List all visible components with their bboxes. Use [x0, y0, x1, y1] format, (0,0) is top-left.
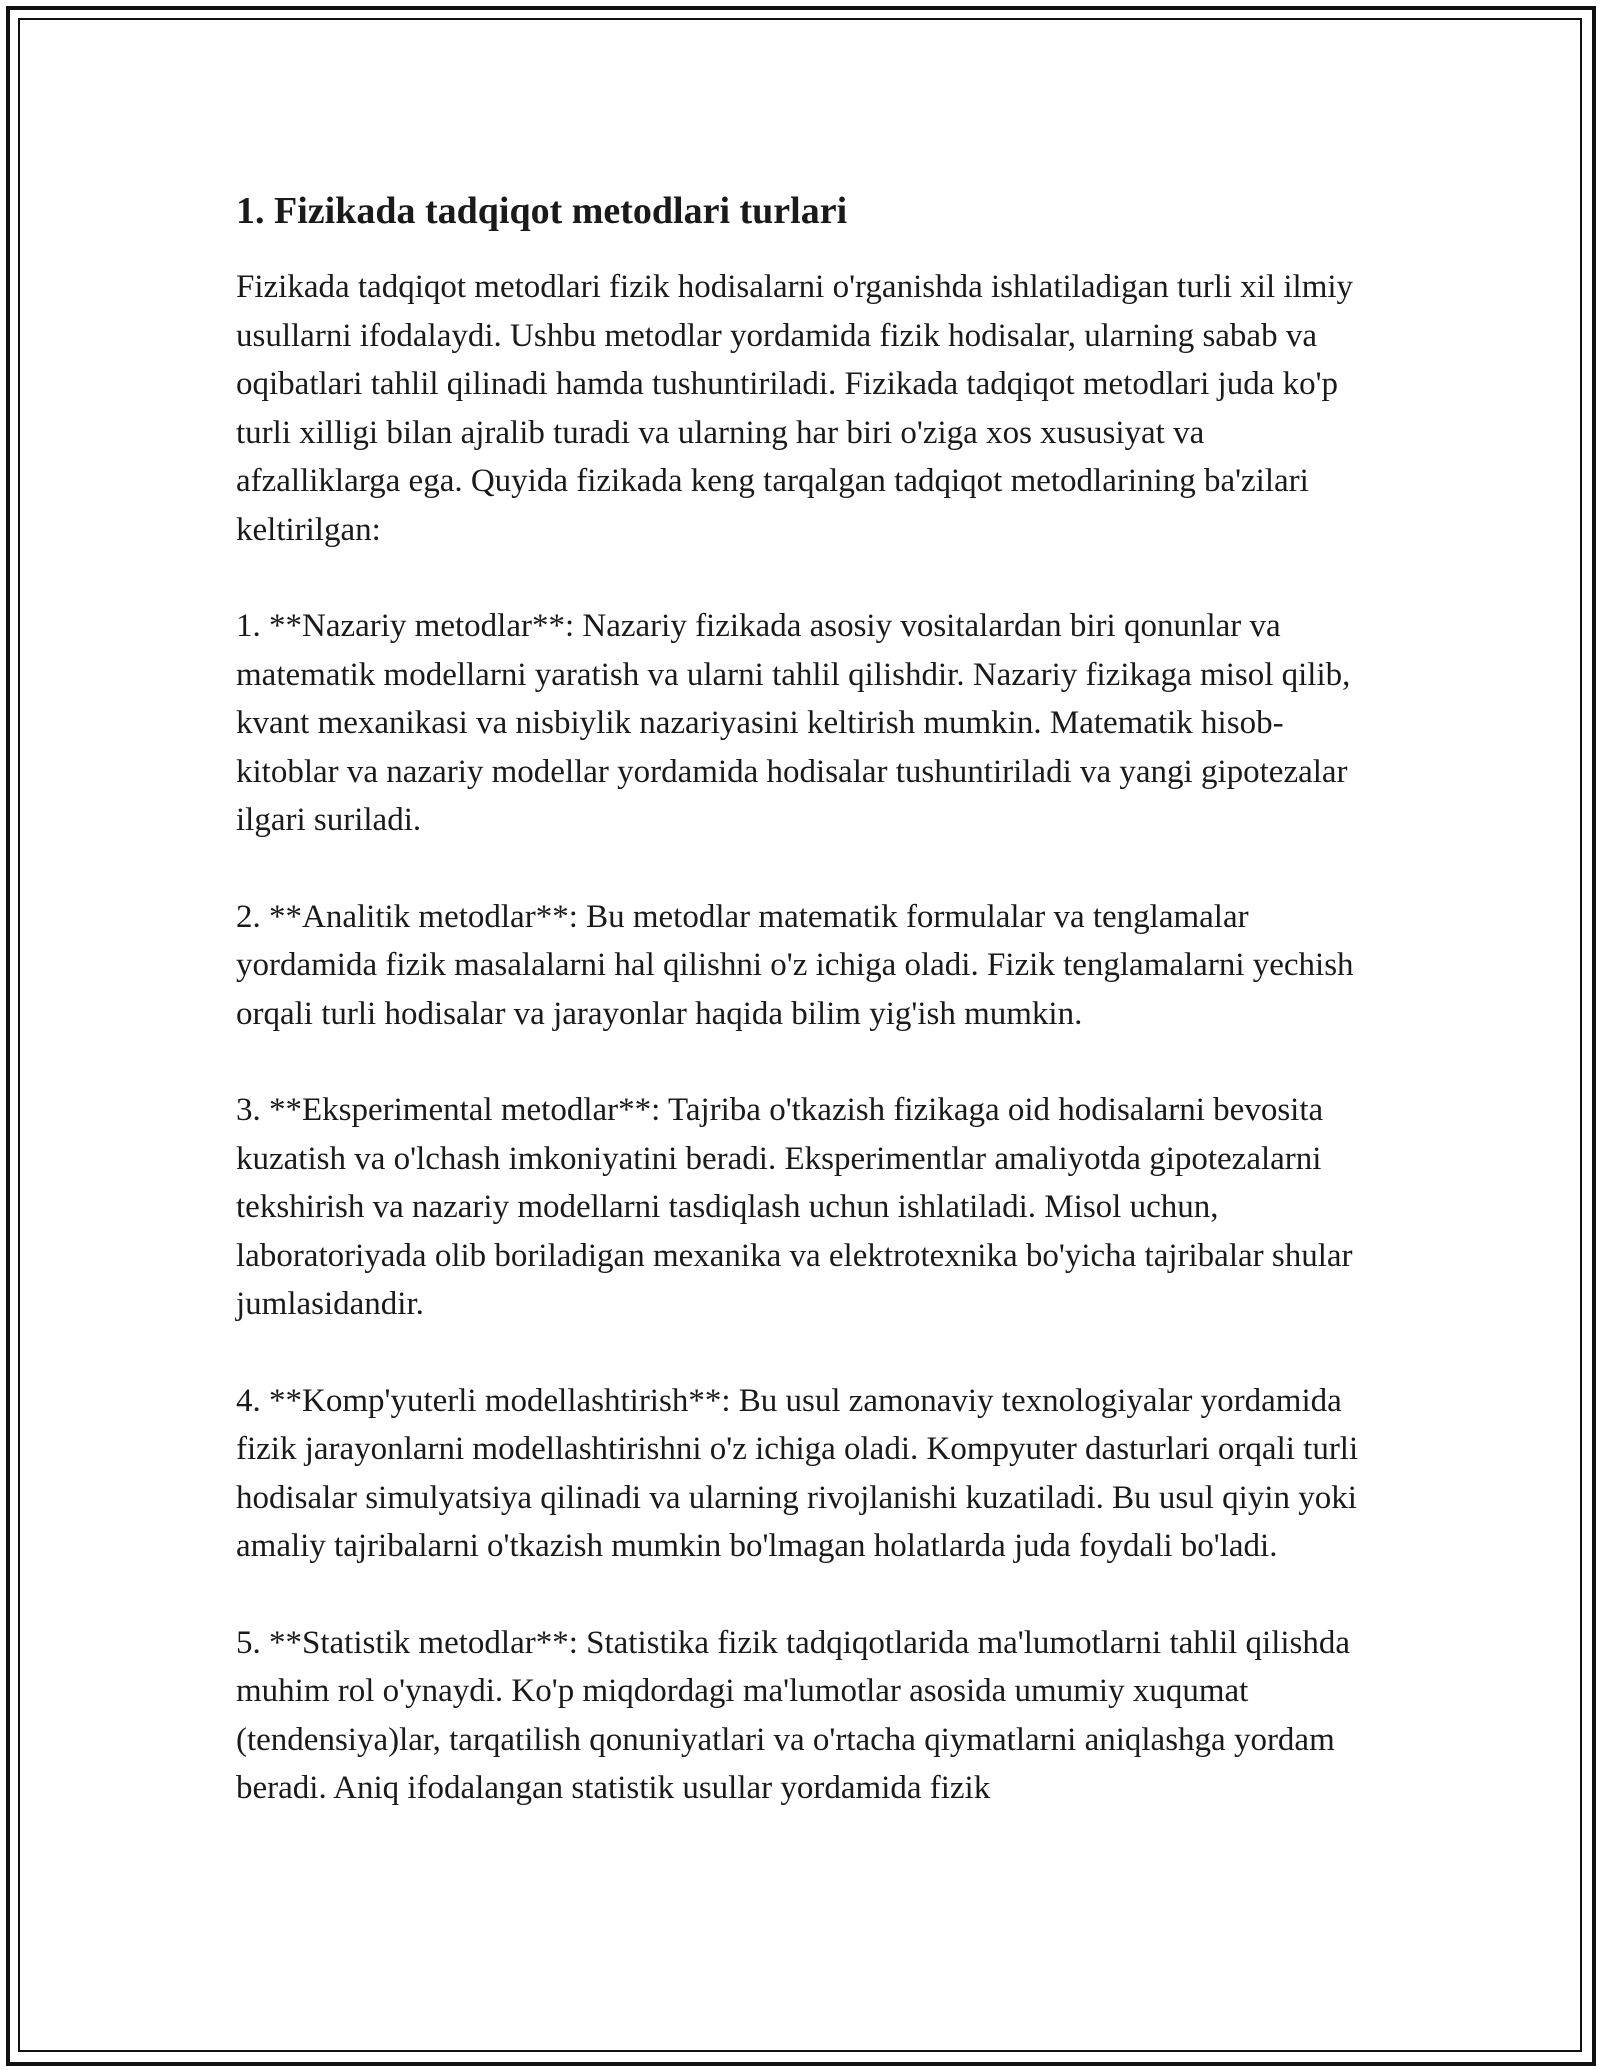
section-heading: 1. Fizikada tadqiqot metodlari turlari — [236, 190, 848, 232]
intro-paragraph: Fizikada tadqiqot metodlari fizik hodisalarni o'rganishda ishlatiladigan turli xil ilmiy usullarni ifodalaydi. Ushbu metodlar yordamida fizik hodisalar, ularning sabab va oqibatlari tahlil qilinadi hamda tushuntiriladi. Fizikada tadqiqot metodlari juda ko'p turli xilligi bilan ajralib turadi va ularning har biri o'ziga xos xususiyat va afzalliklarga ega. Quyida fizikada keng tarqalgan tadqiqot metodlarining ba'zilari keltirilgan: — [236, 269, 1354, 548]
document-body — [236, 186, 1376, 1861]
paragraph-experimental-methods: 3. **Eksperimental metodlar**: Tajriba o'tkazish fizikaga oid hodisalarni bevosita kuzatish va o'lchash imkoniyatini beradi. Eksperimentlar amaliyotda gipotezalarni tekshirish va nazariy modellarni tasdiqlash uchun ishlatiladi. Misol uchun, laboratoriyada olib boriladigan mexanika va elektrotexnika bo'yicha tajribalar shular jumlasidandir. — [236, 1092, 1353, 1322]
paragraph-computer-modeling: 4. **Komp'yuterli modellashtirish**: Bu usul zamonaviy texnologiyalar yordamida fizik jarayonlarni modellashtirishni o'z ichiga oladi. Kompyuter dasturlari orqali turli hodisalar simulyatsiya qilinadi va ularning rivojlanishi kuzatiladi. Bu usul qiyin yoki amaliy tajribalarni o'tkazish mumkin bo'lmagan holatlarda juda foydali bo'ladi. — [236, 1382, 1359, 1564]
paragraph-analytical-methods: 2. **Analitik metodlar**: Bu metodlar matematik formulalar va tenglamalar yordamida fizik masalalarni hal qilishni o'z ichiga oladi. Fizik tenglamalarni yechish orqali turli hodisalar va jarayonlar haqida bilim yig'ish mumkin. — [236, 898, 1354, 1032]
paragraph-theoretical-methods: 1. **Nazariy metodlar**: Nazariy fizikada asosiy vositalardan biri qonunlar va matematik modellarni yaratish va ularni tahlil qilishdir. Nazariy fizikaga misol qilib, kvant mexanikasi va nisbiylik nazariyasini keltirish mumkin. Matematik hisob-kitoblar va nazariy modellar yordamida hodisalar tushuntiriladi va yangi gipotezalar ilgari suriladi. — [236, 608, 1351, 838]
paragraph-statistical-methods: 5. **Statistik metodlar**: Statistika fizik tadqiqotlarida ma'lumotlarni tahlil qilishda muhim rol o'ynaydi. Ko'p miqdordagi ma'lumotlar asosida umumiy xuqumat (tendensiya)lar, tarqatilish qonuniyatlari va o'rtacha qiymatlarni aniqlashga yordam beradi. Aniq ifodalangan statistik usullar yordamida fizik — [236, 1624, 1351, 1806]
